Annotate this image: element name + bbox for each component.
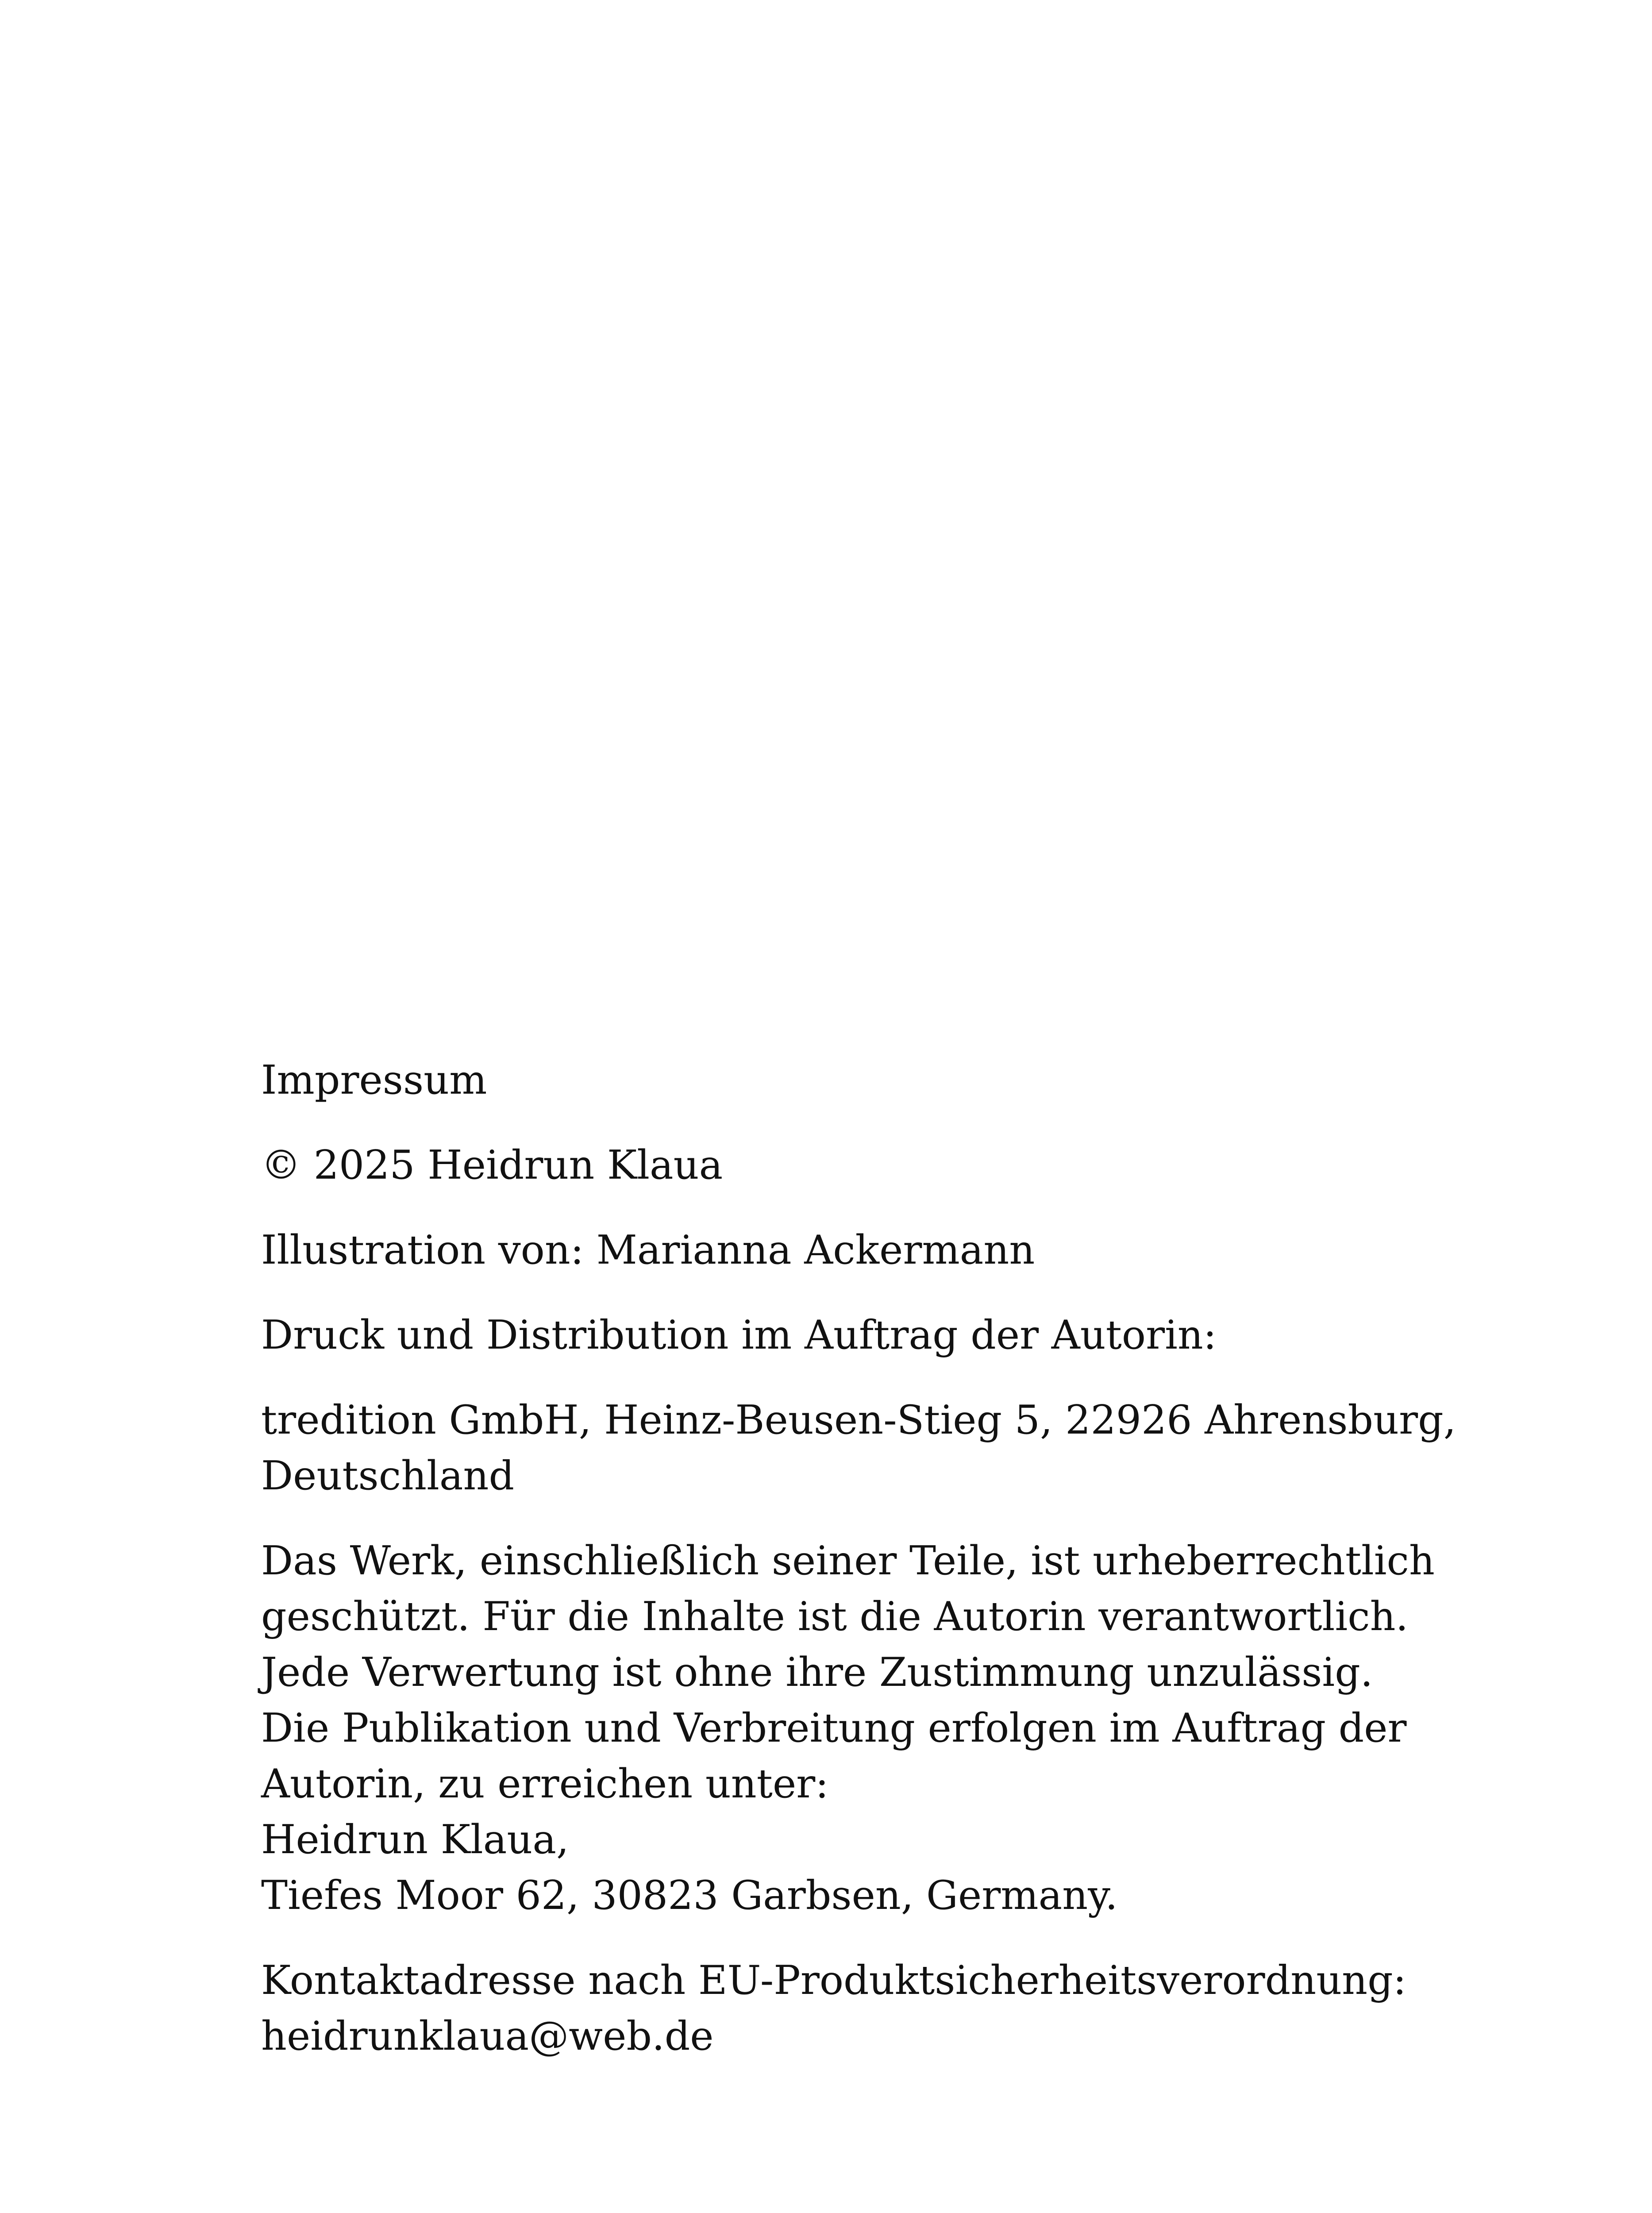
rights-notice-line: Autorin, zu erreichen unter: [261,1761,829,1807]
impressum-block [261,1053,1456,2093]
rights-notice [261,1533,1456,1924]
impressum-heading: Impressum [261,1057,487,1103]
print-distribution-line: Druck und Distribution im Auftrag der Autorin: [261,1312,1217,1358]
illustration-credit: Illustration von: Marianna Ackermann [261,1227,1035,1273]
rights-notice-line: Heidrun Klaua, [261,1816,569,1863]
rights-notice-line: Tiefes Moor 62, 30823 Garbsen, Germany. [261,1872,1118,1919]
rights-notice-line: Das Werk, einschließlich seiner Teile, ist urheberrechtlich [261,1538,1435,1584]
publisher-address [261,1392,1456,1504]
rights-notice-line: Die Publikation und Verbreitung erfolgen im Auftrag der [261,1705,1407,1751]
rights-notice-line: geschützt. Für die Inhalte ist die Autorin verantwortlich. [261,1593,1409,1640]
publisher-address-line: tredition GmbH, Heinz-Beusen-Stieg 5, 22926 Ahrensburg, [261,1397,1456,1443]
publisher-address-line: Deutschland [261,1453,515,1499]
rights-notice-line: Jede Verwertung ist ohne ihre Zustimmung unzulässig. [261,1649,1373,1696]
contact-address [261,1953,1456,2064]
copyright-line: © 2025 Heidrun Klaua [261,1142,723,1188]
contact-address-line: Kontaktadresse nach EU-Produktsicherheitsverordnung: [261,1957,1407,2004]
contact-email: heidrunklaua@web.de [261,2013,714,2059]
